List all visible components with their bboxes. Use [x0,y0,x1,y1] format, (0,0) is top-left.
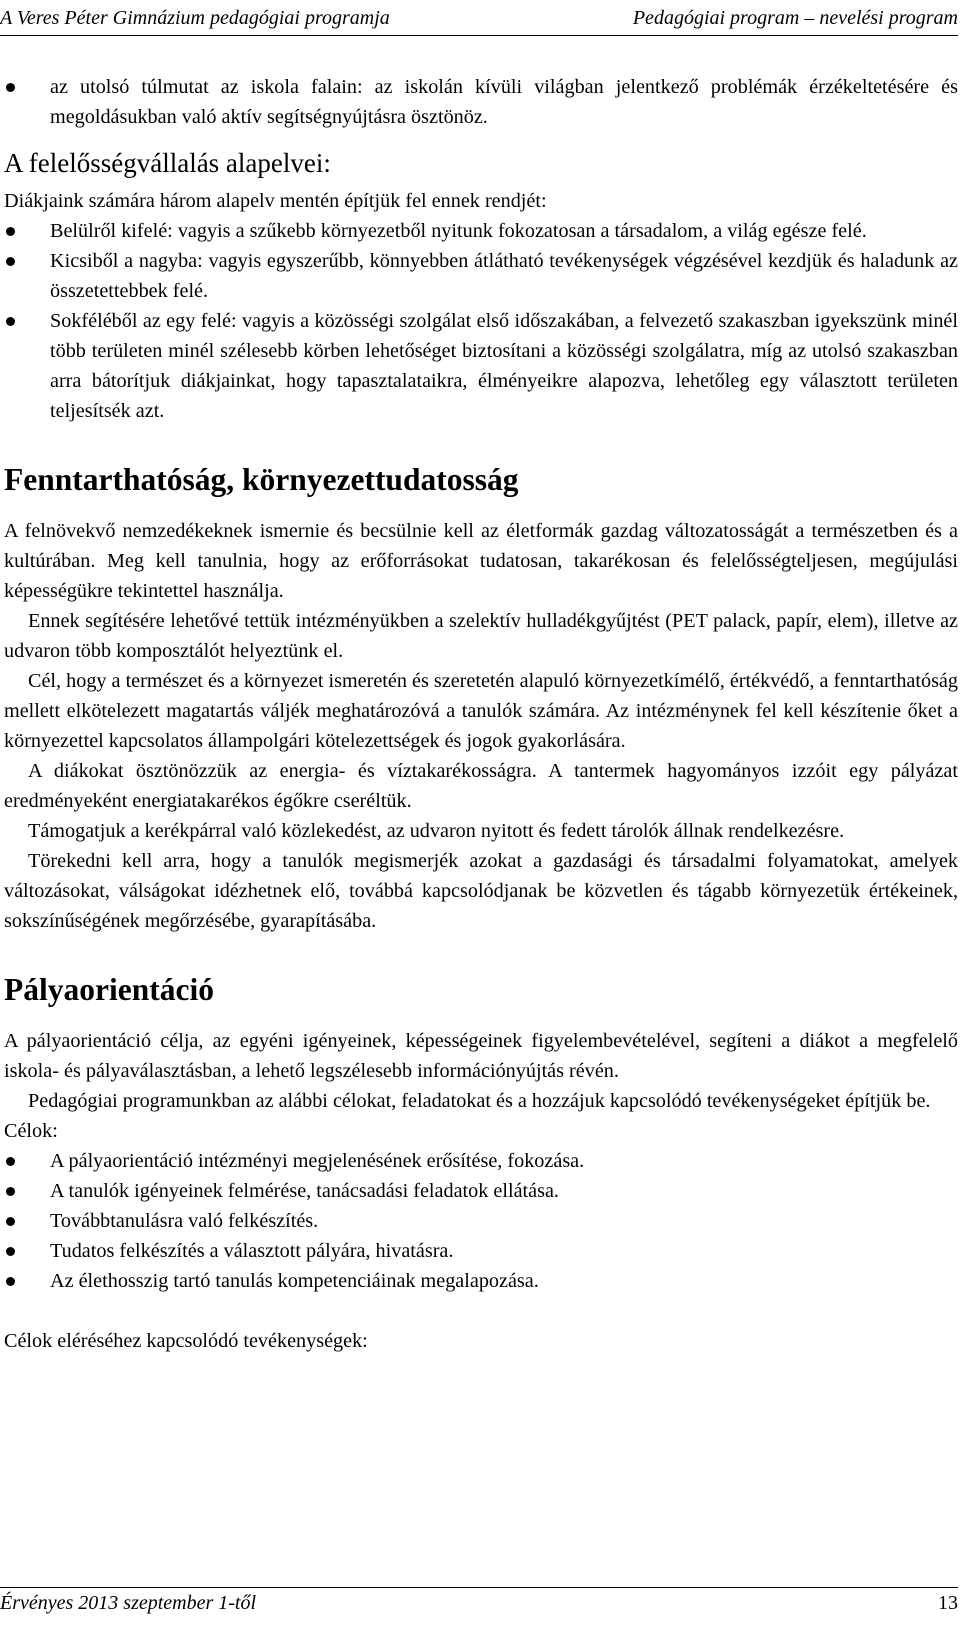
paragraph: A pályaorientáció célja, az egyéni igényeinek, képességeinek figyelembevételével, segíteni a diákot a megfelelő iskola- és pályaválasztásban, a lehető legszélesebb információnyújtás révén. [4,1030,958,1082]
header-rule [0,35,958,36]
activities-label: Célok eléréséhez kapcsolódó tevékenységek: [4,1330,368,1352]
footer-rule [0,1587,958,1588]
bullet-icon [6,317,15,326]
page-number: 13 [938,1592,958,1614]
bullet-icon [6,1217,15,1226]
paragraph: Törekedni kell arra, hogy a tanulók megismerjék azokat a gazdasági és társadalmi folyamatokat, amelyek változásokat, válságokat idézhetnek elő, továbbá kapcsolódjanak be közvetlen és tágabb környezetük értékeinek, sokszínűségének megőrzésébe, gyarapításába. [4,850,958,932]
principles-list [4,216,958,426]
list-item: A tanulók igényeinek felmérése, tanácsadási feladatok ellátása. [4,1176,958,1206]
running-footer [0,1591,958,1615]
intro-list [4,72,958,132]
paragraph: Pedagógiai programunkban az alábbi célokat, feladatokat és a hozzájuk kapcsolódó tevékenységeket építjük be. [28,1090,931,1112]
list-item: Sokféléből az egy felé: vagyis a közösségi szolgálat első időszakában, a felvezető szakaszban igyekszünk minél több területen minél szélesebb körben lehetőséget biztosítani a közösségi szolgálatra, míg az utolsó szakaszban arra bátorítjuk diákjainkat, hogy tapasztalataikra, élményeikre alapozva, lehetőleg egy választott területen teljesítsék azt. [4,306,958,426]
paragraph: Cél, hogy a természet és a környezet ismeretén és szeretetén alapuló környezetkímélő, értékvédő, a fenntarthatóság mellett elkötelezett magatartás váljék meghatározóvá a tanulók számára. Az intézménynek fel kell készítenie őket a környezettel kapcsolatos állampolgári kötelezettségek és jogok gyakorlására. [4,670,958,752]
paragraph: A diákokat ösztönözzük az energia- és víztakarékosságra. A tantermek hagyományos izzóit egy pályázat eredményeként energiatakarékos égőkre cseréltük. [4,760,958,812]
paragraph: Ennek segítésére lehetővé tettük intézményükben a szelektív hulladékgyűjtést (PET palack, papír, elem), illetve az udvaron több komposztálót helyeztünk el. [4,610,958,662]
paragraph: A felnövekvő nemzedékeknek ismernie és becsülnie kell az életformák gazdag változatosságát a természetben és a kultúrában. Meg kell tanulnia, hogy az erőforrásokat tudatosan, takarékosan és felelősségteljesen, megújulási képességükre tekintettel használja. [4,520,958,602]
header-left-title: A Veres Péter Gimnázium pedagógiai programja [0,7,390,29]
spacer [4,1296,958,1326]
sustainability-heading: Fenntarthatóság, környezettudatosság [4,462,519,497]
list-item: Kicsiből a nagyba: vagyis egyszerűbb, könnyebben átlátható tevékenységek végzésével kezdjük és haladunk az összetettebbek felé. [4,246,958,306]
running-header [0,6,958,30]
goals-list [4,1146,958,1296]
bullet-icon [6,257,15,266]
bullet-icon [6,1187,15,1196]
bullet-icon [6,1277,15,1286]
list-item: Belülről kifelé: vagyis a szűkebb környezetből nyitunk fokozatosan a társadalom, a világ egésze felé. [4,216,958,246]
bullet-icon [6,1247,15,1256]
bullet-icon [6,227,15,236]
list-item: A pályaorientáció intézményi megjelenésének erősítése, fokozása. [4,1146,958,1176]
bullet-icon [6,1157,15,1166]
bullet-icon [6,83,15,92]
list-item: Az élethosszig tartó tanulás kompetenciáinak megalapozása. [4,1266,958,1296]
list-item: az utolsó túlmutat az iskola falain: az iskolán kívüli világban jelentkező problémák érzékeltetésére és megoldásukban való aktív segítségnyújtásra ösztönöz. [4,72,958,132]
principles-heading: A felelősségvállalás alapelvei: [4,148,331,178]
header-right-title: Pedagógiai program – nevelési program [632,7,958,29]
list-item: Tudatos felkészítés a választott pályára, hivatásra. [4,1236,958,1266]
career-heading: Pályaorientáció [4,972,214,1007]
principles-intro: Diákjaink számára három alapelv mentén építjük fel ennek rendjét: [4,190,547,212]
list-item: Továbbtanulásra való felkészítés. [4,1206,958,1236]
validity-note: Érvényes 2013 szeptember 1-től [0,1592,257,1614]
goals-label: Célok: [4,1120,58,1142]
page-content [4,72,958,1356]
paragraph: Támogatjuk a kerékpárral való közlekedést, az udvaron nyitott és fedett tárolók állnak rendelkezésre. [28,820,845,842]
